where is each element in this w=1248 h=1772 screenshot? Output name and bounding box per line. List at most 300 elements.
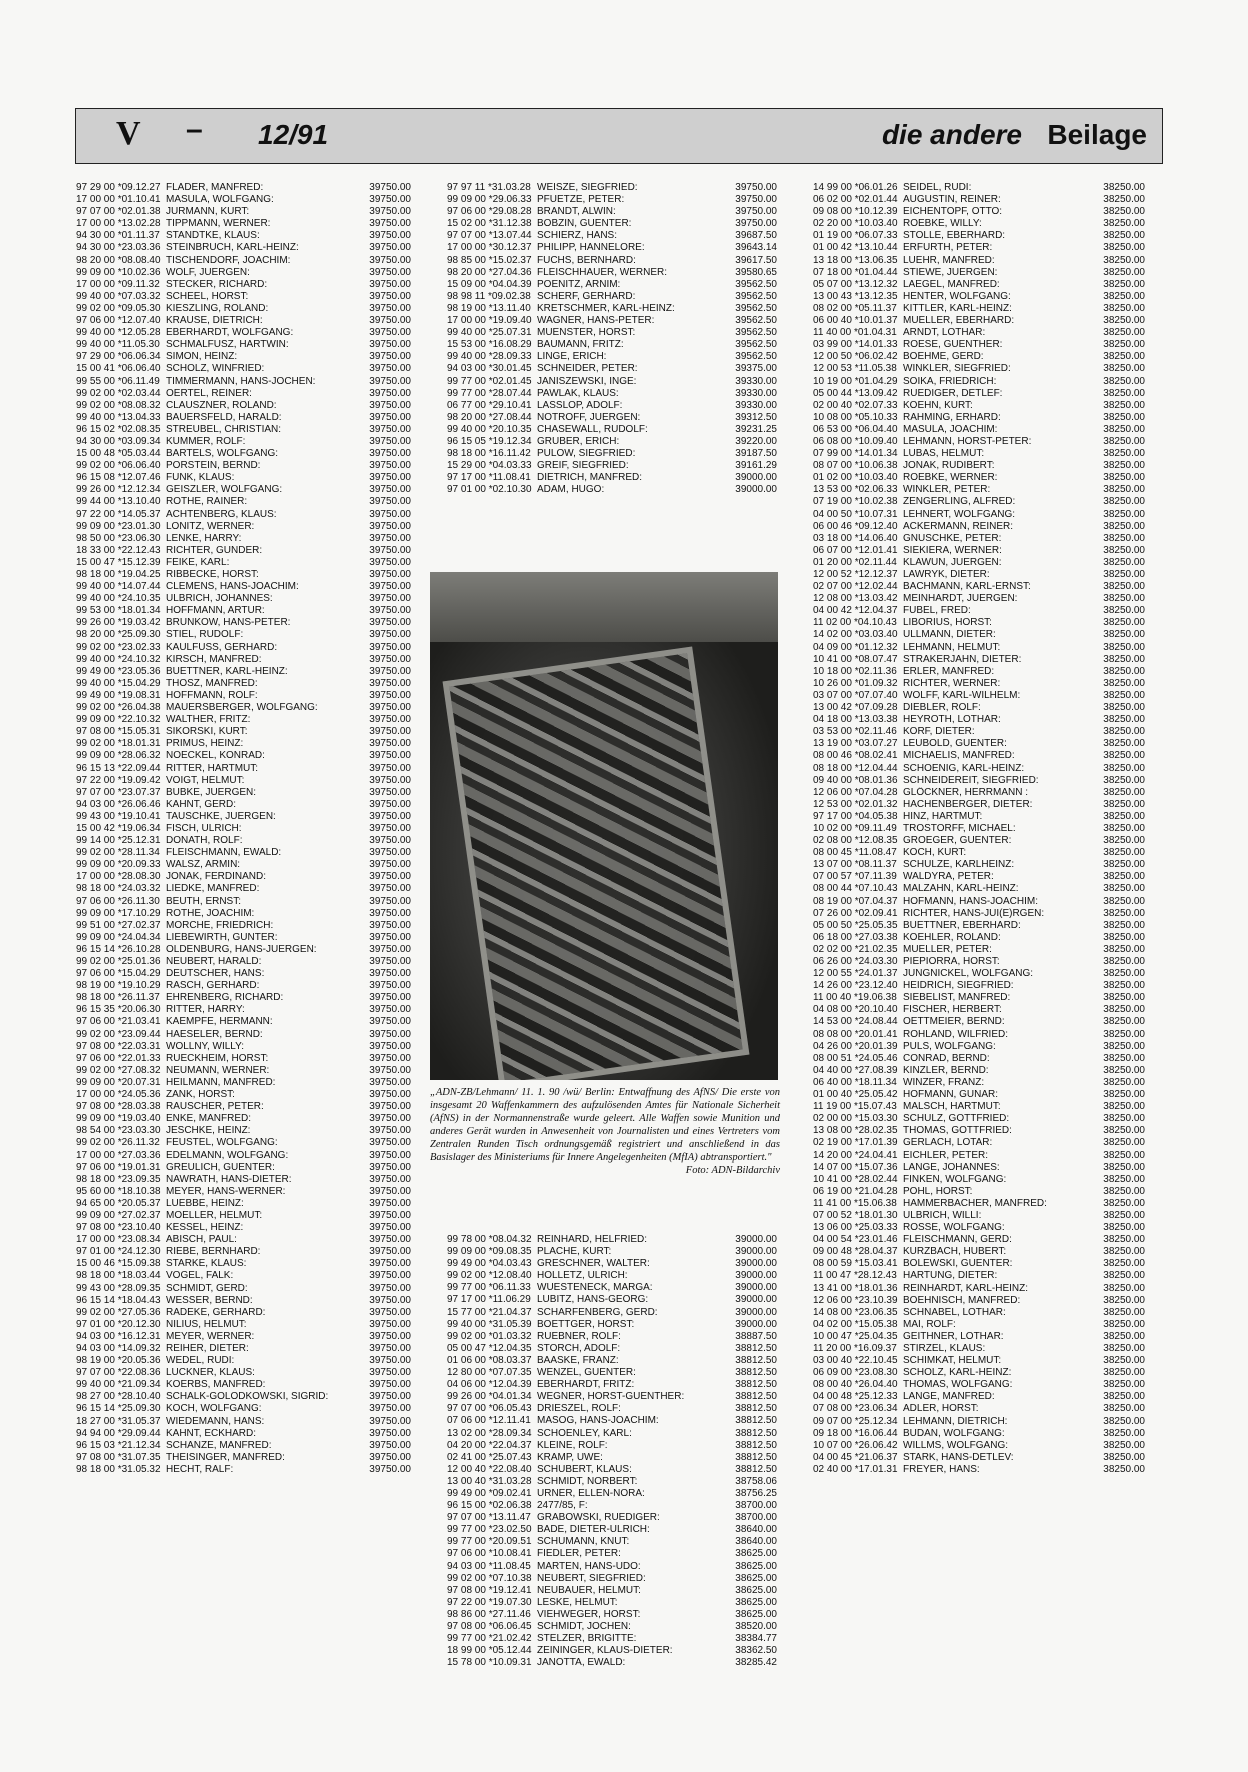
list-item [76, 521, 411, 533]
entry-amount: 38250.00 [1103, 266, 1145, 278]
entry-code: 97 07 00 *22.08.36 [76, 1367, 161, 1379]
entry-amount: 38250.00 [1103, 1234, 1145, 1246]
entry-name: SCHULZE, KARLHEINZ: [903, 859, 1015, 871]
entry-name: EICHENTOPF, OTTO: [903, 206, 1003, 218]
entry-code: 13 06 00 *25.03.33 [813, 1222, 898, 1234]
list-item [813, 1004, 1145, 1016]
entry-name: MEYER, WERNER: [166, 1330, 255, 1342]
entry-amount: 38625.00 [735, 1572, 777, 1584]
entry-name: BUBKE, JUERGEN: [166, 786, 257, 798]
entry-name: LEHMANN, DIETRICH: [903, 1415, 1008, 1427]
entry-name: ROTHE, RAINER: [166, 496, 248, 508]
entry-name: KESSEL, HEINZ: [166, 1222, 244, 1234]
entry-code: 97 01 00 *02.10.30 [447, 484, 532, 496]
entry-code: 06 02 00 *02.01.44 [813, 194, 898, 206]
entry-amount: 39750.00 [369, 665, 411, 677]
list-item [813, 1065, 1145, 1077]
entry-name: JESCHKE, HEINZ: [166, 1125, 251, 1137]
entry-code: 13 02 00 *28.09.34 [447, 1427, 532, 1439]
list-item [813, 1077, 1145, 1089]
list-item [447, 1440, 777, 1452]
entry-code: 99 09 00 *20.07.31 [76, 1076, 161, 1088]
list-item [76, 1174, 411, 1186]
list-item [76, 363, 411, 375]
entry-name: HOLLETZ, ULRICH: [537, 1270, 628, 1282]
entry-name: DONATH, ROLF: [166, 835, 243, 847]
list-item [813, 811, 1145, 823]
entry-code: 99 77 00 *23.02.50 [447, 1524, 532, 1536]
entry-amount: 39750.00 [369, 315, 411, 327]
entry-amount: 39750.00 [369, 532, 411, 544]
entry-amount: 39562.50 [735, 290, 777, 302]
list-item [447, 388, 777, 400]
entry-code: 17 00 00 *13.02.28 [76, 218, 161, 230]
entry-amount: 39750.00 [369, 206, 411, 218]
list-item [813, 351, 1145, 363]
list-item [76, 968, 411, 980]
entry-amount: 38812.50 [735, 1463, 777, 1475]
entry-amount: 38250.00 [1103, 1137, 1145, 1149]
list-item [813, 690, 1145, 702]
entry-name: WEISZE, SIEGFRIED: [537, 182, 638, 193]
entry-name: FUCHS, BERNHARD: [537, 254, 636, 266]
entry-amount: 39750.00 [369, 1379, 411, 1391]
entry-name: FIEDLER, PETER: [537, 1548, 621, 1560]
entry-name: LEHMANN, HELMUT: [903, 641, 1001, 653]
list-item [76, 1186, 411, 1198]
entry-amount: 38520.00 [735, 1621, 777, 1632]
entry-amount: 38250.00 [1103, 230, 1145, 242]
list-item [76, 291, 411, 303]
list-item [447, 1415, 777, 1427]
list-item [813, 472, 1145, 484]
entry-name: RICHTER, WERNER: [903, 677, 1001, 689]
entry-amount: 39750.00 [369, 194, 411, 206]
entry-amount: 39750.00 [369, 1391, 411, 1403]
entry-amount: 39750.00 [369, 617, 411, 629]
list-item [76, 702, 411, 714]
entry-amount: 38250.00 [1103, 1330, 1145, 1342]
entry-name: MALZAHN, KARL-HEINZ: [903, 883, 1019, 895]
entry-code: 96 15 14 *25.09.30 [76, 1403, 161, 1415]
list-item [813, 593, 1145, 605]
entry-code: 14 02 00 *03.03.40 [813, 629, 898, 641]
entry-code: 99 09 00 *09.08.35 [447, 1246, 532, 1258]
entry-code: 13 18 00 *13.06.35 [813, 254, 898, 266]
entry-amount: 38250.00 [1103, 629, 1145, 641]
entry-code: 09 07 00 *25.12.34 [813, 1415, 898, 1427]
entry-name: SCHOENLEY, KARL: [537, 1427, 632, 1439]
list-item [813, 702, 1145, 714]
entry-name: REINHARDT, KARL-HEINZ: [903, 1282, 1029, 1294]
entry-name: BUETTNER, KARL-HEINZ: [166, 665, 288, 677]
entry-name: FISCH, ULRICH: [166, 822, 242, 834]
entry-amount: 39750.00 [369, 1258, 411, 1270]
entry-amount: 39750.00 [369, 689, 411, 701]
entry-amount: 39750.00 [369, 1439, 411, 1451]
list-item [76, 315, 411, 327]
list-item [76, 1258, 411, 1270]
list-item [813, 750, 1145, 762]
list-item [76, 714, 411, 726]
entry-code: 08 00 59 *15.03.41 [813, 1258, 898, 1270]
list-item [76, 678, 411, 690]
list-item [813, 363, 1145, 375]
entry-name: WALDYRA, PETER: [903, 871, 994, 883]
entry-amount: 38250.00 [1103, 617, 1145, 629]
entry-code: 99 49 00 *09.02.41 [447, 1487, 532, 1499]
list-item [813, 714, 1145, 726]
entry-name: EBERHARDT, WOLFGANG: [166, 327, 294, 339]
entry-code: 17 00 00 *09.11.32 [76, 278, 160, 290]
list-item [76, 1065, 411, 1077]
entry-amount: 39750.00 [369, 835, 411, 847]
entry-name: THOSZ, MANFRED: [166, 677, 258, 689]
entry-code: 04 00 48 *25.12.33 [813, 1391, 898, 1403]
list-item [813, 424, 1145, 436]
list-item [447, 194, 777, 206]
entry-amount: 39750.00 [369, 290, 411, 302]
list-item [813, 388, 1145, 400]
entry-name: RAHMING, ERHARD: [903, 411, 1001, 423]
entry-code: 99 77 00 *06.11.33 [447, 1282, 531, 1294]
list-item [76, 267, 411, 279]
entry-code: 97 08 00 *06.06.45 [447, 1621, 532, 1632]
list-item [76, 351, 411, 363]
entry-name: FLEISCHMANN, EWALD: [166, 847, 282, 859]
entry-name: MUELLER, EBERHARD: [903, 315, 1015, 327]
list-item [76, 1222, 411, 1234]
entry-amount: 39750.00 [369, 1330, 411, 1342]
entry-amount: 39750.00 [369, 1306, 411, 1318]
entry-name: KLAWUN, JUERGEN: [903, 556, 1002, 568]
entry-name: ADAM, HUGO: [537, 484, 605, 496]
entry-code: 99 09 00 *22.10.32 [76, 714, 161, 726]
entry-code: 18 27 00 *31.05.37 [76, 1415, 161, 1427]
entry-amount: 38250.00 [1103, 810, 1145, 822]
list-item [813, 920, 1145, 932]
entry-name: HARTUNG, DIETER: [903, 1270, 998, 1282]
list-item [447, 1258, 777, 1270]
entry-name: LONITZ, WERNER: [166, 520, 255, 532]
entry-name: EICHLER, PETER: [903, 1149, 989, 1161]
entry-amount: 38250.00 [1103, 822, 1145, 834]
entry-name: VOGEL, FALK: [166, 1270, 234, 1282]
entry-name: GRESCHNER, WALTER: [537, 1258, 650, 1270]
entry-code: 04 09 00 *01.12.32 [813, 641, 898, 653]
entry-code: 08 00 44 *07.10.43 [813, 883, 898, 895]
entry-amount: 38362.50 [735, 1645, 777, 1657]
entry-code: 06 77 00 *29.10.41 [447, 399, 532, 411]
entry-amount: 38250.00 [1103, 1161, 1145, 1173]
list-item [76, 1391, 411, 1403]
entry-amount: 39750.00 [369, 629, 411, 641]
list-column-3 [813, 182, 1145, 1476]
list-item [447, 1234, 777, 1246]
entry-code: 06 26 00 *24.03.30 [813, 956, 898, 967]
list-item [76, 980, 411, 992]
list-item [813, 255, 1145, 267]
list-item [447, 1270, 777, 1282]
entry-code: 04 00 42 *12.04.37 [813, 605, 898, 617]
entry-name: KOCH, WOLFGANG: [166, 1403, 262, 1415]
entry-amount: 39562.50 [735, 315, 777, 327]
entry-name: JUNGNICKEL, WOLFGANG: [903, 968, 1034, 980]
entry-amount: 38250.00 [1103, 641, 1145, 653]
entry-amount: 38250.00 [1103, 448, 1145, 460]
entry-code: 06 18 00 *27.03.38 [813, 931, 898, 943]
entry-name: GEITHNER, LOTHAR: [903, 1330, 1004, 1342]
list-item [813, 1270, 1145, 1282]
entry-name: KOERBS, MANFRED: [166, 1379, 266, 1391]
list-item [813, 666, 1145, 678]
entry-amount: 39750.00 [369, 218, 411, 230]
list-item [76, 1089, 411, 1101]
entry-code: 03 18 00 *14.06.40 [813, 532, 898, 544]
list-item [76, 1319, 411, 1331]
entry-name: OETTMEIER, BERND: [903, 1016, 1005, 1028]
entry-amount: 39750.00 [369, 411, 411, 423]
list-item [813, 763, 1145, 775]
entry-name: LIEDKE, MANFRED: [166, 883, 260, 895]
entry-amount: 38250.00 [1103, 363, 1145, 375]
entry-code: 14 26 00 *23.12.40 [813, 980, 898, 992]
list-item [813, 1391, 1145, 1403]
entry-code: 97 07 00 *02.01.38 [76, 206, 161, 218]
entry-amount: 39000.00 [735, 1234, 777, 1245]
entry-amount: 39750.00 [369, 363, 411, 375]
news-photo [430, 572, 778, 1080]
list-item [447, 327, 777, 339]
entry-name: STECKER, RICHARD: [166, 278, 268, 290]
entry-amount: 38250.00 [1103, 520, 1145, 532]
entry-amount: 39750.00 [369, 1028, 411, 1040]
list-item [76, 1198, 411, 1210]
entry-amount: 38250.00 [1103, 605, 1145, 617]
entry-name: DRIESZEL, ROLF: [537, 1403, 621, 1415]
list-item [76, 484, 411, 496]
entry-code: 96 15 03 *21.12.34 [76, 1439, 161, 1451]
list-item [813, 654, 1145, 666]
entry-code: 10 19 00 *01.04.29 [813, 375, 898, 387]
entry-name: RICHTER, HANS-JUI(E)RGEN: [903, 907, 1045, 919]
list-column-2-bottom [447, 1234, 777, 1669]
list-item [813, 1016, 1145, 1028]
entry-code: 04 00 50 *10.07.31 [813, 508, 898, 520]
entry-code: 96 15 05 *19.12.34 [447, 435, 532, 447]
entry-name: HOFFMANN, ARTUR: [166, 605, 265, 617]
entry-code: 99 51 00 *27.02.37 [76, 919, 161, 931]
entry-code: 99 02 00 *26.04.38 [76, 702, 161, 714]
entry-amount: 38812.50 [735, 1367, 777, 1379]
entry-name: LUEHR, MANFRED: [903, 254, 995, 266]
entry-code: 99 09 00 *23.01.30 [76, 520, 161, 532]
list-item [76, 1440, 411, 1452]
entry-name: RAUSCHER, PETER: [166, 1101, 264, 1113]
entry-amount: 38250.00 [1103, 859, 1145, 871]
entry-code: 99 53 00 *18.01.34 [76, 605, 161, 617]
entry-amount: 39750.00 [369, 1451, 411, 1463]
entry-amount: 38250.00 [1103, 532, 1145, 544]
entry-name: WUESTENECK, MARGA: [537, 1282, 653, 1294]
entry-amount: 39750.00 [369, 1040, 411, 1052]
list-item [813, 1162, 1145, 1174]
entry-name: GROEGER, GUENTER: [903, 835, 1012, 847]
entry-code: 07 18 00 *01.04.44 [813, 266, 898, 278]
list-item [76, 690, 411, 702]
entry-code: 99 77 00 *02.01.45 [447, 375, 532, 387]
entry-name: SCHNABEL, LOTHAR: [903, 1306, 1006, 1318]
entry-name: GNUSCHKE, PETER: [903, 532, 1002, 544]
entry-amount: 39750.00 [369, 702, 411, 714]
entry-amount: 39750.00 [369, 581, 411, 593]
entry-code: 05 00 44 *13.09.42 [813, 387, 898, 399]
list-item [76, 605, 411, 617]
entry-name: RUEBNER, ROLF: [537, 1330, 621, 1342]
entry-name: PHILIPP, HANNELORE: [537, 242, 645, 254]
entry-amount: 38250.00 [1103, 496, 1145, 508]
entry-code: 13 53 00 *02.06.33 [813, 484, 898, 496]
entry-name: STIEL, RUDOLF: [166, 629, 244, 641]
entry-amount: 38756.25 [735, 1487, 777, 1499]
entry-amount: 38250.00 [1103, 1282, 1145, 1294]
entry-amount: 39750.00 [369, 1234, 411, 1246]
entry-name: NOTROFF, JUERGEN: [537, 411, 641, 423]
entry-code: 94 94 00 *29.09.44 [76, 1427, 161, 1439]
entry-name: ROHLAND, WILFRIED: [903, 1028, 1009, 1040]
list-item [76, 617, 411, 629]
entry-name: STARKE, KLAUS: [166, 1258, 247, 1270]
entry-code: 09 00 48 *28.04.37 [813, 1246, 898, 1258]
entry-code: 08 00 46 *08.02.41 [813, 750, 898, 762]
list-item [813, 230, 1145, 242]
entry-code: 04 20 00 *22.04.37 [447, 1439, 532, 1451]
entry-name: SIKORSKI, KURT: [166, 726, 248, 738]
entry-code: 99 40 00 *11.05.30 [76, 339, 160, 351]
entry-amount: 39750.00 [369, 484, 411, 496]
entry-code: 98 18 00 *19.04.25 [76, 569, 161, 580]
list-item [813, 1379, 1145, 1391]
entry-name: RUECKHEIM, HORST: [166, 1052, 269, 1064]
entry-code: 06 40 00 *18.11.34 [813, 1076, 897, 1088]
entry-amount: 38625.00 [735, 1584, 777, 1596]
entry-name: RIEBE, BERNHARD: [166, 1246, 261, 1258]
list-item [76, 896, 411, 908]
photo-weapons-crate [443, 646, 750, 1080]
entry-amount: 38812.50 [735, 1391, 777, 1403]
entry-name: STARK, HANS-DETLEV: [903, 1451, 1014, 1463]
entry-code: 13 00 42 *07.09.28 [813, 702, 898, 714]
list-item [76, 182, 411, 194]
list-item [813, 1331, 1145, 1343]
entry-code: 15 00 47 *15.12.39 [76, 556, 161, 568]
entry-code: 06 19 00 *21.04.28 [813, 1185, 898, 1197]
list-item [76, 1162, 411, 1174]
entry-name: BOBZIN, GUENTER: [537, 218, 632, 230]
entry-name: LEHNERT, WOLFGANG: [903, 508, 1016, 520]
entry-name: SCHERF, GERHARD: [537, 290, 636, 302]
entry-name: STANDTKE, KLAUS: [166, 230, 260, 242]
entry-name: FEIKE, KARL: [166, 556, 230, 568]
entry-code: 97 17 00 *11.08.41 [447, 472, 531, 484]
entry-name: PFUETZE, PETER: [537, 194, 625, 206]
entry-name: GREULICH, GUENTER: [166, 1161, 275, 1173]
entry-code: 99 40 00 *28.09.33 [447, 351, 532, 363]
entry-name: LUCKNER, KLAUS: [166, 1367, 255, 1379]
entry-name: BAUMANN, FRITZ: [537, 339, 624, 351]
entry-name: ZANK, HORST: [166, 1089, 235, 1101]
list-item [813, 242, 1145, 254]
entry-amount: 38250.00 [1103, 883, 1145, 895]
entry-name: RITTER, HARRY: [166, 1004, 245, 1016]
entry-code: 13 08 00 *28.02.35 [813, 1125, 898, 1137]
entry-amount: 39161.29 [735, 460, 777, 472]
list-item [447, 1573, 777, 1585]
entry-code: 94 30 00 *01.11.37 [76, 230, 160, 242]
entry-code: 04 26 00 *20.01.39 [813, 1040, 898, 1052]
entry-name: WINKLER, PETER: [903, 484, 991, 496]
entry-amount: 38250.00 [1103, 798, 1145, 810]
entry-name: LAEGEL, MANFRED: [903, 278, 1000, 290]
entry-amount: 39750.00 [369, 883, 411, 895]
list-item [813, 629, 1145, 641]
list-item [76, 654, 411, 666]
entry-code: 97 07 00 *23.07.37 [76, 786, 161, 798]
entry-code: 12 06 00 *23.10.39 [813, 1294, 898, 1306]
entry-code: 99 40 00 *31.05.39 [447, 1318, 532, 1330]
entry-amount: 38812.50 [735, 1439, 777, 1451]
entry-name: SCHMIDT, JOCHEN: [537, 1621, 631, 1632]
list-item [813, 799, 1145, 811]
list-item [813, 823, 1145, 835]
list-item [447, 1561, 777, 1573]
entry-name: NEUMANN, WERNER: [166, 1064, 270, 1076]
list-item [447, 1246, 777, 1258]
entry-code: 99 02 00 *27.08.32 [76, 1064, 161, 1076]
entry-name: BRANDT, ALWIN: [537, 206, 616, 218]
list-item [76, 944, 411, 956]
entry-amount: 39750.00 [369, 762, 411, 774]
entry-code: 01 19 00 *06.07.33 [813, 230, 898, 242]
entry-code: 11 00 40 *19.06.38 [813, 992, 897, 1004]
entry-amount: 38250.00 [1103, 302, 1145, 314]
entry-name: MARTEN, HANS-UDO: [537, 1560, 641, 1572]
list-item [76, 496, 411, 508]
list-item [813, 1089, 1145, 1101]
entry-name: WEDEL, RUDI: [166, 1355, 235, 1367]
entry-name: MORCHE, FRIEDRICH: [166, 919, 274, 931]
entry-name: STRAKERJAHN, DIETER: [903, 653, 1022, 665]
entry-code: 99 02 00 *26.11.32 [76, 1137, 160, 1149]
entry-name: DEUTSCHER, HANS: [166, 968, 265, 980]
entry-amount: 39750.00 [369, 641, 411, 653]
entry-name: DIETRICH, MANFRED: [537, 472, 642, 484]
entry-code: 97 06 00 *10.08.41 [447, 1548, 532, 1560]
list-item [76, 1283, 411, 1295]
entry-code: 04 06 00 *12.04.39 [447, 1379, 532, 1391]
entry-amount: 38250.00 [1103, 435, 1145, 447]
entry-amount: 39750.00 [369, 847, 411, 859]
list-item [813, 1319, 1145, 1331]
entry-amount: 38758.06 [735, 1475, 777, 1487]
list-item [813, 1258, 1145, 1270]
entry-name: WAGNER, HANS-PETER: [537, 315, 655, 327]
entry-amount: 38250.00 [1103, 593, 1145, 605]
list-item [76, 1355, 411, 1367]
list-item [447, 218, 777, 230]
list-item [447, 1367, 777, 1379]
entry-name: MASULA, WOLFGANG: [166, 194, 274, 206]
